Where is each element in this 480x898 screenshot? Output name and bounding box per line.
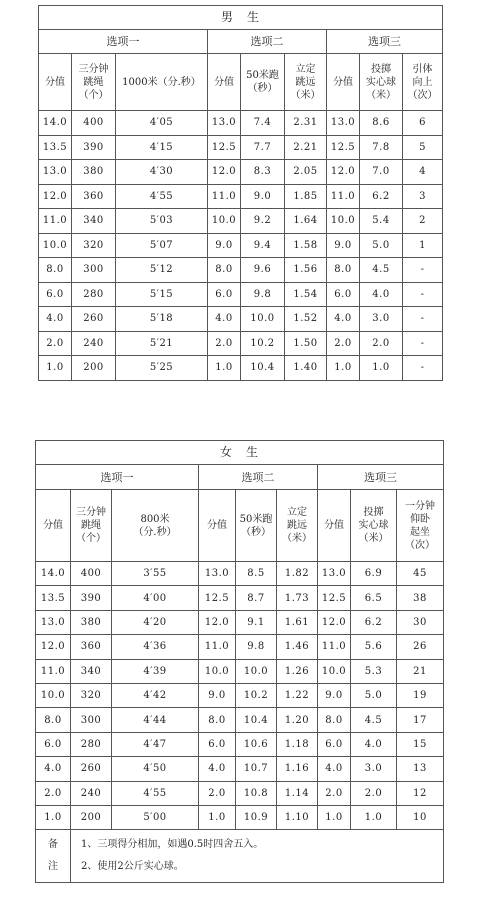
table-cell: 13.5 (36, 586, 71, 610)
table-cell: 4′55 (112, 781, 199, 805)
table-cell: 7.8 (360, 135, 403, 160)
table-cell: 2 (403, 209, 443, 234)
table-cell: 1 (403, 233, 443, 258)
female-header-4: 50米跑 （秒） (236, 490, 277, 562)
table-cell: 280 (71, 732, 112, 756)
table-cell: 14.0 (39, 111, 72, 136)
table-cell: 8.6 (360, 111, 403, 136)
table-row (36, 659, 444, 683)
table-cell: 38 (397, 586, 444, 610)
table-cell: 260 (71, 757, 112, 781)
table-cell: 11.0 (318, 635, 351, 659)
table-cell: 8.0 (318, 708, 351, 732)
table-cell: 13.0 (39, 160, 72, 185)
male-title: 男 生 (39, 6, 443, 30)
table-cell: 5′12 (116, 258, 208, 283)
table-row (36, 610, 444, 634)
table-cell: 4.0 (39, 307, 72, 332)
table-cell: 10.7 (236, 757, 277, 781)
table-cell: 240 (72, 331, 116, 356)
table-cell: 7.7 (241, 135, 285, 160)
table-cell: 3′55 (112, 562, 199, 586)
table-row (39, 331, 443, 356)
table-cell: 9.0 (327, 233, 360, 258)
table-cell: - (403, 356, 443, 381)
table-row (36, 757, 444, 781)
table-cell: 13.0 (327, 111, 360, 136)
table-cell: 380 (72, 160, 116, 185)
table-cell: - (403, 258, 443, 283)
table-cell: 9.1 (236, 610, 277, 634)
table-cell: 4.0 (360, 282, 403, 307)
table-cell: 13.0 (36, 610, 71, 634)
table-cell: 15 (397, 732, 444, 756)
table-cell: 5 (403, 135, 443, 160)
table-cell: 6.0 (208, 282, 241, 307)
male-score-table (38, 5, 443, 381)
table-cell: 10.0 (236, 659, 277, 683)
table-cell: 12.5 (327, 135, 360, 160)
table-cell: 12.0 (208, 160, 241, 185)
female-header-row (36, 490, 444, 562)
table-cell: 390 (72, 135, 116, 160)
table-cell: 11.0 (36, 659, 71, 683)
table-cell: 1.0 (327, 356, 360, 381)
table-cell: 1.16 (277, 757, 318, 781)
table-cell: 1.0 (208, 356, 241, 381)
female-header-8: 一分钟 仰卧 起坐 （次） (397, 490, 444, 562)
table-row (39, 209, 443, 234)
table-cell: 9.8 (236, 635, 277, 659)
table-cell: 1.22 (277, 683, 318, 707)
table-cell: 390 (71, 586, 112, 610)
table-cell: 12 (397, 781, 444, 805)
male-header-8: 引体 向上 （次） (403, 54, 443, 111)
table-cell: 200 (71, 805, 112, 829)
table-cell: 4.5 (360, 258, 403, 283)
table-cell: 6.2 (351, 610, 397, 634)
table-cell: 7.4 (241, 111, 285, 136)
table-row (36, 708, 444, 732)
table-cell: 10.4 (241, 356, 285, 381)
table-cell: 4.0 (351, 732, 397, 756)
male-header-7: 投掷 实心球 （米） (360, 54, 403, 111)
table-cell: 1.46 (277, 635, 318, 659)
table-cell: 10.0 (318, 659, 351, 683)
table-cell: 2.0 (199, 781, 236, 805)
female-group-3: 选项三 (318, 465, 444, 490)
table-cell: 1.18 (277, 732, 318, 756)
table-cell: 10.2 (236, 683, 277, 707)
table-cell: 6.0 (318, 732, 351, 756)
table-cell: 2.0 (327, 331, 360, 356)
table-cell: 4′05 (116, 111, 208, 136)
table-row (39, 184, 443, 209)
table-cell: 1.0 (39, 356, 72, 381)
table-cell: 26 (397, 635, 444, 659)
table-cell: 12.5 (208, 135, 241, 160)
table-row (36, 781, 444, 805)
male-group-2: 选项二 (208, 30, 327, 54)
table-cell: 300 (72, 258, 116, 283)
table-cell: 1.14 (277, 781, 318, 805)
table-cell: 8.0 (39, 258, 72, 283)
table-cell: 11.0 (199, 635, 236, 659)
table-cell: 6.5 (351, 586, 397, 610)
table-cell: 360 (72, 184, 116, 209)
female-header-0: 分值 (36, 490, 71, 562)
table-cell: 200 (72, 356, 116, 381)
table-cell: 4′36 (112, 635, 199, 659)
table-cell: 5.3 (351, 659, 397, 683)
note-label: 备 注 (36, 830, 71, 883)
female-group-1: 选项一 (36, 465, 199, 490)
table-cell: 11.0 (208, 184, 241, 209)
table-cell: 45 (397, 562, 444, 586)
table-cell: 1.52 (285, 307, 327, 332)
table-cell: 5.0 (351, 683, 397, 707)
table-cell: 1.0 (360, 356, 403, 381)
note-content (71, 830, 444, 883)
table-cell: 5′03 (116, 209, 208, 234)
male-header-6: 分值 (327, 54, 360, 111)
table-cell: 5.0 (360, 233, 403, 258)
table-cell: 1.50 (285, 331, 327, 356)
table-cell: 4′00 (112, 586, 199, 610)
female-header-5: 立定 跳远 （米） (277, 490, 318, 562)
table-cell: 10.0 (36, 683, 71, 707)
female-title: 女 生 (36, 441, 444, 465)
table-cell: 1.0 (351, 805, 397, 829)
table-cell: 4.0 (199, 757, 236, 781)
female-group-2: 选项二 (199, 465, 318, 490)
table-cell: 8.0 (327, 258, 360, 283)
female-score-table (35, 440, 444, 883)
table-cell: 8.0 (208, 258, 241, 283)
male-group-3: 选项三 (327, 30, 443, 54)
table-cell: 5.4 (360, 209, 403, 234)
table-cell: 10.2 (241, 331, 285, 356)
table-row (39, 160, 443, 185)
note-line-2: 2、使用2公斤实心球。 (81, 861, 184, 873)
table-cell: 10.0 (199, 659, 236, 683)
table-cell: 4.5 (351, 708, 397, 732)
table-cell: 4.0 (318, 757, 351, 781)
table-cell: 6.0 (36, 732, 71, 756)
table-cell: 9.0 (208, 233, 241, 258)
table-cell: 30 (397, 610, 444, 634)
table-cell: 6.0 (199, 732, 236, 756)
table-cell: 12.0 (199, 610, 236, 634)
table-cell: 1.85 (285, 184, 327, 209)
table-cell: 4′44 (112, 708, 199, 732)
table-cell: 11.0 (327, 184, 360, 209)
table-row (36, 805, 444, 829)
table-cell: 9.0 (199, 683, 236, 707)
table-row (36, 732, 444, 756)
table-cell: 2.31 (285, 111, 327, 136)
table-cell: 10.0 (39, 233, 72, 258)
table-cell: 300 (71, 708, 112, 732)
table-cell: 360 (71, 635, 112, 659)
table-cell: 9.0 (241, 184, 285, 209)
table-cell: 6.0 (327, 282, 360, 307)
note-line-1: 1、三项得分相加，如遇0.5时四舍五入。 (81, 839, 264, 851)
table-cell: 4.0 (36, 757, 71, 781)
table-cell: 10 (397, 805, 444, 829)
table-cell: 10.9 (236, 805, 277, 829)
table-cell: 1.40 (285, 356, 327, 381)
table-cell: 4′15 (116, 135, 208, 160)
table-cell: 380 (71, 610, 112, 634)
table-cell: 4′47 (112, 732, 199, 756)
table-row (39, 258, 443, 283)
table-cell: 5.6 (351, 635, 397, 659)
table-cell: 13 (397, 757, 444, 781)
male-table-body (39, 111, 443, 381)
table-cell: 11.0 (39, 209, 72, 234)
table-cell: 7.0 (360, 160, 403, 185)
table-cell: - (403, 307, 443, 332)
table-cell: 14.0 (36, 562, 71, 586)
table-cell: 320 (71, 683, 112, 707)
table-cell: 6.0 (39, 282, 72, 307)
table-cell: 8.3 (241, 160, 285, 185)
table-cell: 1.56 (285, 258, 327, 283)
table-cell: 1.10 (277, 805, 318, 829)
table-cell: 1.73 (277, 586, 318, 610)
table-cell: 8.5 (236, 562, 277, 586)
table-cell: 8.0 (36, 708, 71, 732)
table-cell: 17 (397, 708, 444, 732)
table-cell: 10.0 (327, 209, 360, 234)
table-cell: 9.6 (241, 258, 285, 283)
table-cell: 10.0 (208, 209, 241, 234)
table-cell: 260 (72, 307, 116, 332)
table-cell: 280 (72, 282, 116, 307)
male-header-4: 50米跑 （秒） (241, 54, 285, 111)
table-cell: 12.0 (39, 184, 72, 209)
table-row (39, 233, 443, 258)
table-cell: 9.2 (241, 209, 285, 234)
table-cell: 1.0 (36, 805, 71, 829)
table-cell: 340 (72, 209, 116, 234)
table-cell: 12.5 (199, 586, 236, 610)
table-cell: 1.20 (277, 708, 318, 732)
table-cell: 10.4 (236, 708, 277, 732)
table-cell: 2.0 (360, 331, 403, 356)
table-cell: 2.0 (36, 781, 71, 805)
table-cell: 400 (71, 562, 112, 586)
table-cell: 4.0 (208, 307, 241, 332)
table-cell: 5′25 (116, 356, 208, 381)
male-group-1: 选项一 (39, 30, 208, 54)
table-cell: 3.0 (351, 757, 397, 781)
female-table-body (36, 562, 444, 830)
table-cell: - (403, 282, 443, 307)
table-cell: 10.0 (241, 307, 285, 332)
table-cell: 10.6 (236, 732, 277, 756)
table-row (36, 683, 444, 707)
male-header-5: 立定 跳远 （米） (285, 54, 327, 111)
male-header-row (39, 54, 443, 111)
table-cell: 5′07 (116, 233, 208, 258)
table-cell: 4.0 (327, 307, 360, 332)
table-row (39, 307, 443, 332)
table-row (39, 356, 443, 381)
table-cell: 4′42 (112, 683, 199, 707)
table-row (36, 562, 444, 586)
table-cell: 2.0 (208, 331, 241, 356)
table-cell: 13.0 (318, 562, 351, 586)
table-cell: 5′18 (116, 307, 208, 332)
female-header-2: 800米 （分.秒） (112, 490, 199, 562)
table-cell: 5′15 (116, 282, 208, 307)
female-header-6: 分值 (318, 490, 351, 562)
table-row (36, 635, 444, 659)
table-cell: 2.21 (285, 135, 327, 160)
table-cell: 1.0 (199, 805, 236, 829)
table-cell: 3 (403, 184, 443, 209)
male-header-0: 分值 (39, 54, 72, 111)
table-cell: 3.0 (360, 307, 403, 332)
table-cell: 1.64 (285, 209, 327, 234)
table-cell: 12.5 (318, 586, 351, 610)
male-header-2: 1000米（分.秒） (116, 54, 208, 111)
table-cell: 12.0 (318, 610, 351, 634)
table-cell: 1.54 (285, 282, 327, 307)
table-cell: 9.4 (241, 233, 285, 258)
table-cell: 6.2 (360, 184, 403, 209)
table-row (36, 586, 444, 610)
table-cell: 5′21 (116, 331, 208, 356)
table-cell: 13.5 (39, 135, 72, 160)
table-cell: 6.9 (351, 562, 397, 586)
table-cell: 1.26 (277, 659, 318, 683)
table-cell: 12.0 (327, 160, 360, 185)
table-cell: 8.0 (199, 708, 236, 732)
table-cell: 2.0 (318, 781, 351, 805)
table-cell: 4′30 (116, 160, 208, 185)
table-row (39, 282, 443, 307)
table-cell: 9.0 (318, 683, 351, 707)
table-row (39, 135, 443, 160)
table-cell: 1.82 (277, 562, 318, 586)
table-cell: 1.61 (277, 610, 318, 634)
table-cell: 1.0 (318, 805, 351, 829)
female-header-1: 三分钟 跳绳 （个） (71, 490, 112, 562)
table-cell: 19 (397, 683, 444, 707)
table-cell: 8.7 (236, 586, 277, 610)
table-cell: 5′00 (112, 805, 199, 829)
male-header-1: 三分钟 跳绳 （个） (72, 54, 116, 111)
table-cell: 21 (397, 659, 444, 683)
female-note-row (36, 830, 444, 883)
table-cell: 13.0 (199, 562, 236, 586)
table-cell: 240 (71, 781, 112, 805)
table-cell: 2.0 (39, 331, 72, 356)
male-header-3: 分值 (208, 54, 241, 111)
table-cell: 10.8 (236, 781, 277, 805)
table-cell: 4′50 (112, 757, 199, 781)
table-cell: - (403, 331, 443, 356)
table-cell: 6 (403, 111, 443, 136)
table-cell: 4′55 (116, 184, 208, 209)
table-cell: 400 (72, 111, 116, 136)
female-header-3: 分值 (199, 490, 236, 562)
table-cell: 320 (72, 233, 116, 258)
table-cell: 1.58 (285, 233, 327, 258)
table-cell: 13.0 (208, 111, 241, 136)
table-cell: 4′20 (112, 610, 199, 634)
table-cell: 4′39 (112, 659, 199, 683)
female-header-7: 投掷 实心球 （米） (351, 490, 397, 562)
table-cell: 4 (403, 160, 443, 185)
table-cell: 12.0 (36, 635, 71, 659)
table-cell: 340 (71, 659, 112, 683)
table-cell: 2.0 (351, 781, 397, 805)
table-cell: 2.05 (285, 160, 327, 185)
table-cell: 9.8 (241, 282, 285, 307)
table-row (39, 111, 443, 136)
